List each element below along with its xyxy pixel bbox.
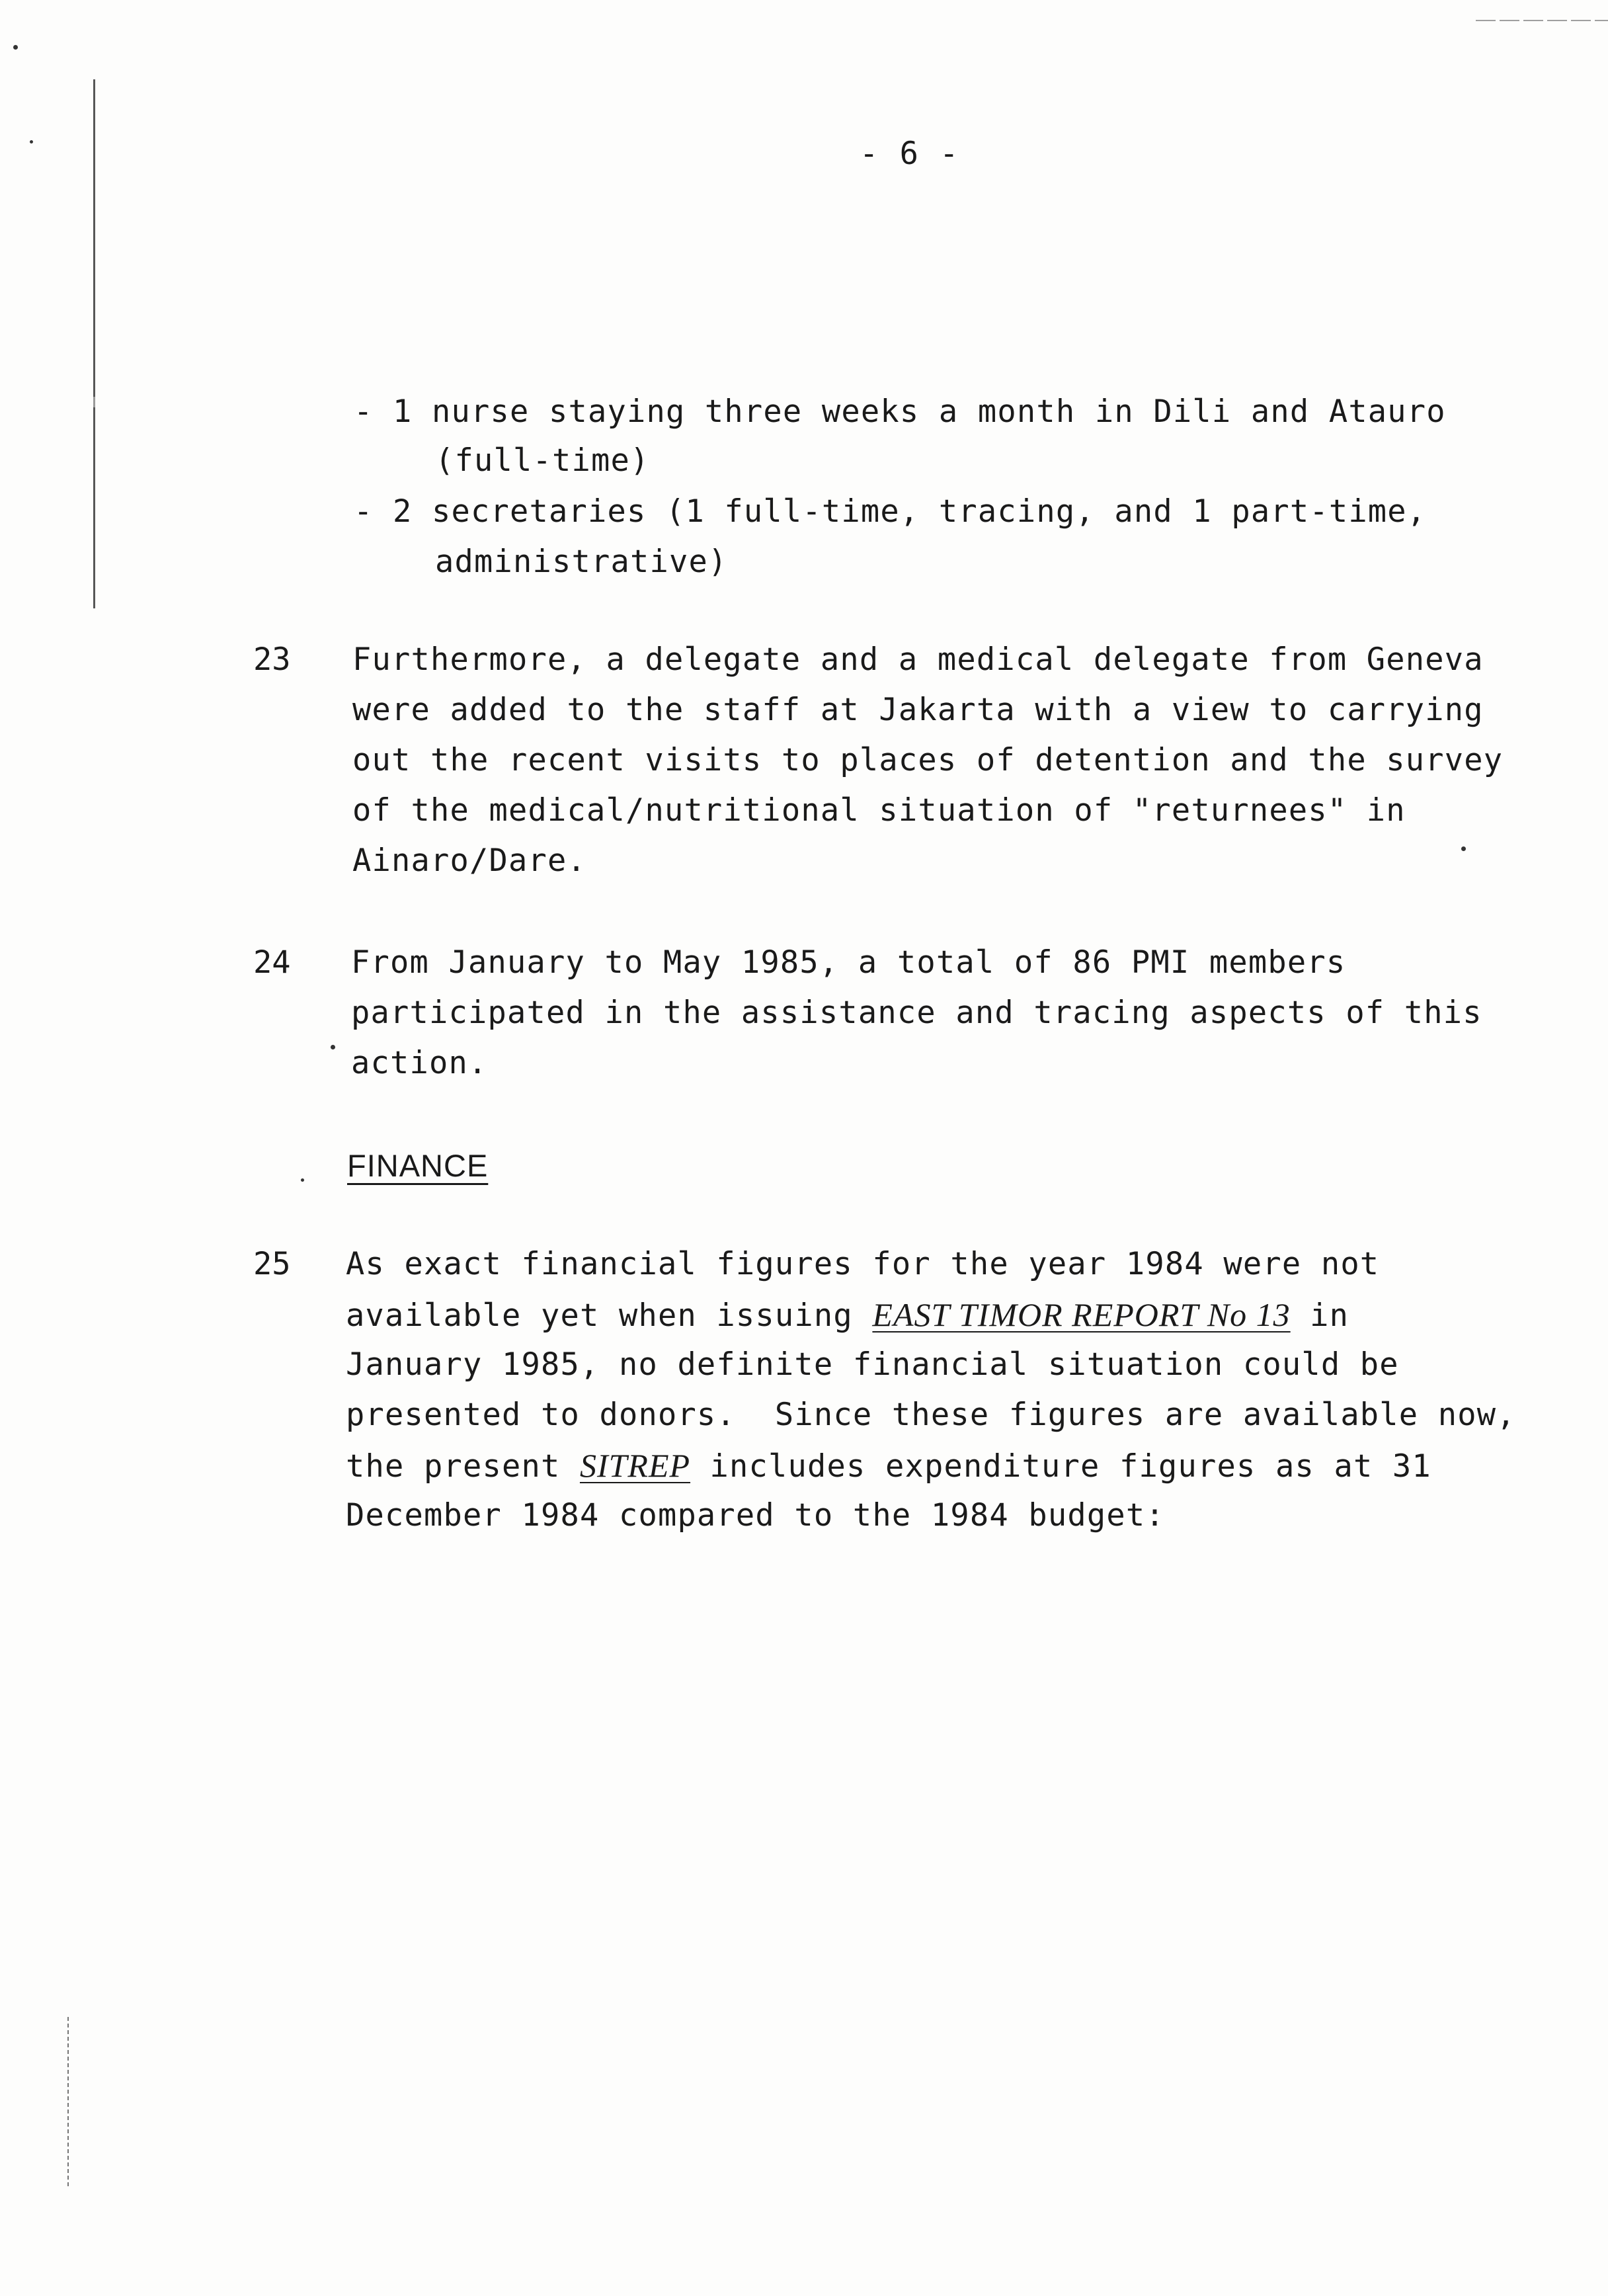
paragraph-24-line: participated in the assistance and tracing aspects of this	[351, 995, 1482, 1031]
bullet-item-continuation: administrative)	[435, 544, 728, 580]
paragraph-number: 24	[253, 944, 291, 981]
paragraph-23-line: Furthermore, a delegate and a medical delegate from Geneva	[352, 641, 1484, 678]
bullet-item: - 2 secretaries (1 full-time, tracing, and 1 part-time,	[354, 493, 1427, 530]
scan-artifact-dot	[13, 45, 18, 50]
paragraph-23-line: were added to the staff at Jakarta with a view to carrying	[352, 692, 1484, 728]
paragraph-25-text: the present	[346, 1448, 580, 1485]
paragraph-25-text: includes expenditure figures as at 31	[690, 1448, 1431, 1485]
paragraph-25-line: presented to donors. Since these figures are available now,	[346, 1397, 1516, 1433]
paragraph-25-text: available yet when issuing	[346, 1297, 873, 1334]
paragraph-25-text: in	[1290, 1297, 1349, 1334]
paragraph-24-line: action.	[351, 1045, 488, 1081]
bullet-item: - 1 nurse staying three weeks a month in Dili and Atauro	[354, 393, 1446, 430]
scan-artifact-dot	[301, 1178, 304, 1182]
paragraph-23-line: out the recent visits to places of detention and the survey	[352, 742, 1504, 778]
bullet-item-continuation: (full-time)	[435, 442, 650, 479]
paragraph-25-line	[346, 1440, 1431, 1492]
report-title: EAST TIMOR REPORT No 13	[872, 1296, 1291, 1333]
paragraph-23-line: of the medical/nutritional situation of "returnees" in	[352, 792, 1406, 829]
paragraph-25-line: December 1984 compared to the 1984 budget:	[346, 1497, 1165, 1534]
paragraph-23-line: Ainaro/Dare.	[352, 842, 586, 879]
scan-artifact-margin-line	[93, 79, 95, 608]
paragraph-25-line: As exact financial figures for the year 1984 were not	[346, 1246, 1380, 1282]
paragraph-number: 25	[253, 1246, 291, 1282]
scan-artifact-rule	[1476, 20, 1608, 21]
page-number: - 6 -	[860, 136, 960, 172]
section-heading: FINANCE	[347, 1148, 489, 1183]
sitrep-title: SITREP	[579, 1447, 691, 1484]
paragraph-number: 23	[253, 641, 291, 678]
scan-artifact-margin-line	[67, 2017, 69, 2189]
paragraph-24-line: From January to May 1985, a total of 86 PMI members	[351, 944, 1346, 981]
paragraph-25-line	[346, 1290, 1349, 1341]
scan-artifact-dot	[1461, 846, 1466, 851]
scan-artifact-dot	[331, 1045, 335, 1049]
scan-artifact-dot	[30, 140, 33, 144]
paragraph-25-line: January 1985, no definite financial situation could be	[346, 1346, 1399, 1383]
